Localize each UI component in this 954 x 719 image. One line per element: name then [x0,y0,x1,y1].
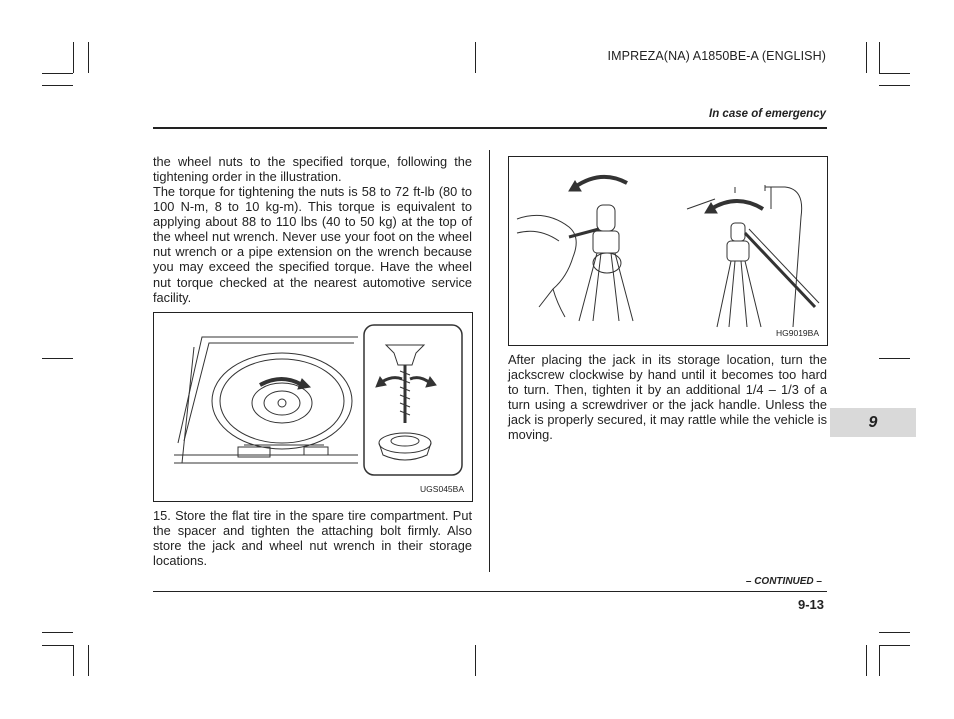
left-paragraph-1: the wheel nuts to the specified torque, following the tightening order in the illustration. [153,154,472,185]
header-rule [153,127,827,129]
left-paragraph-2: The torque for tightening the nuts is 58 to 72 ft-lb (80 to 100 N-m, 8 to 10 kg-m). This torque is equivalent to applying about 88 to 110 lbs (40 to 50 kg) at the top of the wheel nut wrench. Never use your foot on the wheel nut wrench or a pipe extension on the wrench because you may exceed the specified torque. Have the wheel nut torque checked at the nearest automotive service facility. [153,184,472,305]
continued-label: – CONTINUED – [745,576,822,587]
jack-storage-illustration [509,157,827,345]
spare-tire-illustration [154,313,472,501]
right-paragraph-1: After placing the jack in its storage location, turn the jackscrew clockwise by hand until it becomes too hard to turn. Then, tighten it by an additional 1/4 – 1/3 of a turn using a screwdriver or the jack handle. Unless the jack is properly secured, it may rattle while the vehicle is moving. [508,352,827,443]
figure-code: HG9019BA [776,328,819,338]
column-divider [489,150,490,572]
step-15-text: 15. Store the flat tire in the spare tire compartment. Put the spacer and tighten the attaching bolt firmly. Also store the jack and wheel nut wrench in their storage locations. [153,508,472,569]
section-title: In case of emergency [709,108,826,120]
chapter-tab: 9 [830,408,916,437]
page-number: 9-13 [797,597,824,612]
figure-code: UGS045BA [420,484,464,494]
spare-tire-figure [153,312,473,502]
jack-storage-figure [508,156,828,346]
document-id: IMPREZA(NA) A1850BE-A (ENGLISH) [607,49,826,63]
footer-rule [153,591,827,592]
